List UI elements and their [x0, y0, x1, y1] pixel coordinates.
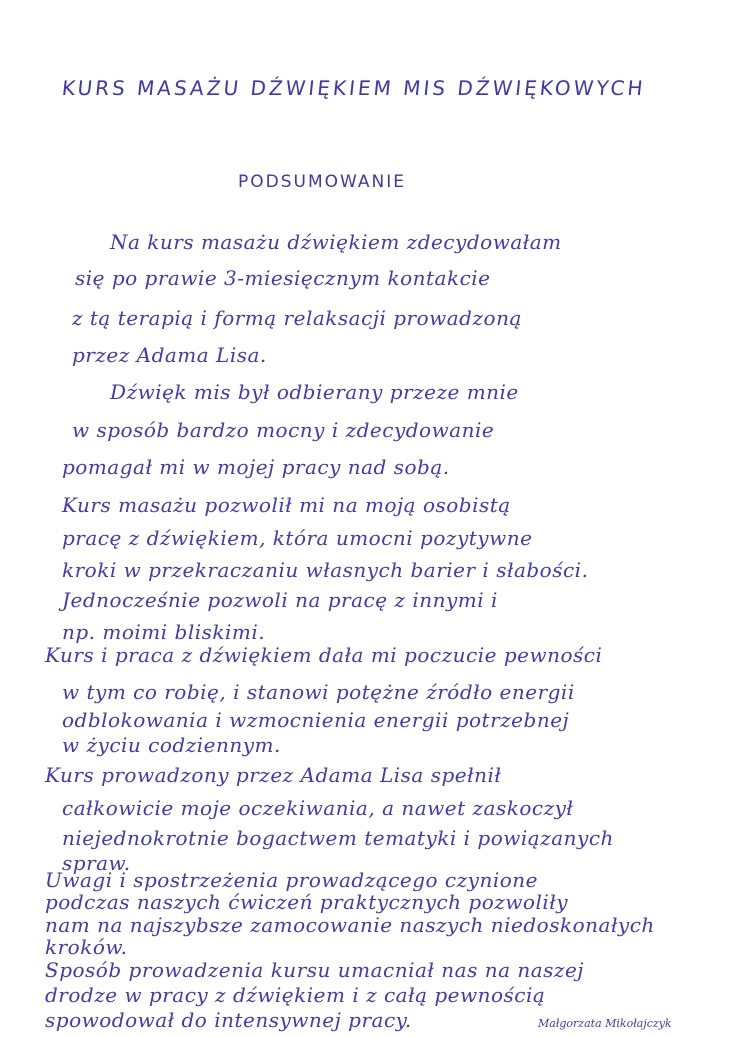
text-line: całkowicie moje oczekiwania, a nawet zaskoczył: [62, 796, 574, 820]
text-line: Uwagi i spostrzeżenia prowadzącego czynione: [45, 868, 539, 892]
text-line: Jednocześnie pozwoli na pracę z innymi i: [62, 588, 498, 612]
text-line: spowodował do intensywnej pracy.: [45, 1008, 412, 1032]
text-line: w sposób bardzo mocny i zdecydowanie: [72, 418, 495, 442]
text-line: się po prawie 3-miesięcznym kontakcie: [75, 266, 491, 290]
text-line: kroków.: [45, 935, 128, 959]
text-line: pracę z dźwiękiem, która umocni pozytywne: [62, 526, 533, 550]
text-line: w tym co robię, i stanowi potężne źródło energii: [62, 680, 575, 704]
text-line: Dźwięk mis był odbierany przeze mnie: [110, 380, 519, 404]
text-line: niejednokrotnie bogactwem tematyki i powiązanych: [62, 826, 614, 850]
text-line: w życiu codziennym.: [62, 733, 281, 757]
text-line: kroki w przekraczaniu własnych barier i słabości.: [62, 558, 589, 582]
text-line: Kurs masażu pozwolił mi na moją osobistą: [62, 493, 511, 517]
text-line: Sposób prowadzenia kursu umacniał nas na naszej: [45, 958, 584, 982]
text-line: przez Adama Lisa.: [72, 343, 267, 367]
text-line: podczas naszych ćwiczeń praktycznych pozwoliły: [45, 890, 569, 914]
text-line: Kurs i praca z dźwiękiem dała mi poczucie pewności: [45, 643, 603, 667]
text-line: z tą terapią i formą relaksacji prowadzoną: [72, 306, 522, 330]
text-line: nam na najszybsze zamocowanie naszych niedoskonałych: [45, 913, 655, 937]
text-line: Na kurs masażu dźwiękiem zdecydowałam: [110, 230, 562, 254]
text-line: Kurs prowadzony przez Adama Lisa spełnił: [45, 763, 502, 787]
page-title: KURS MASAŻU DŹWIĘKIEM MIS DŹWIĘKOWYCH: [60, 76, 647, 100]
summary-heading: PODSUMOWANIE: [238, 172, 406, 192]
text-line: np. moimi bliskimi.: [62, 620, 266, 644]
text-line: pomagał mi w mojej pracy nad sobą.: [62, 455, 450, 479]
text-line: drodze w pracy z dźwiękiem i z całą pewnością: [45, 983, 546, 1007]
signature: Małgorzata Mikołajczyk: [538, 1017, 672, 1030]
text-line: odblokowania i wzmocnienia energii potrzebnej: [62, 708, 570, 732]
text-line: spraw.: [62, 851, 131, 875]
